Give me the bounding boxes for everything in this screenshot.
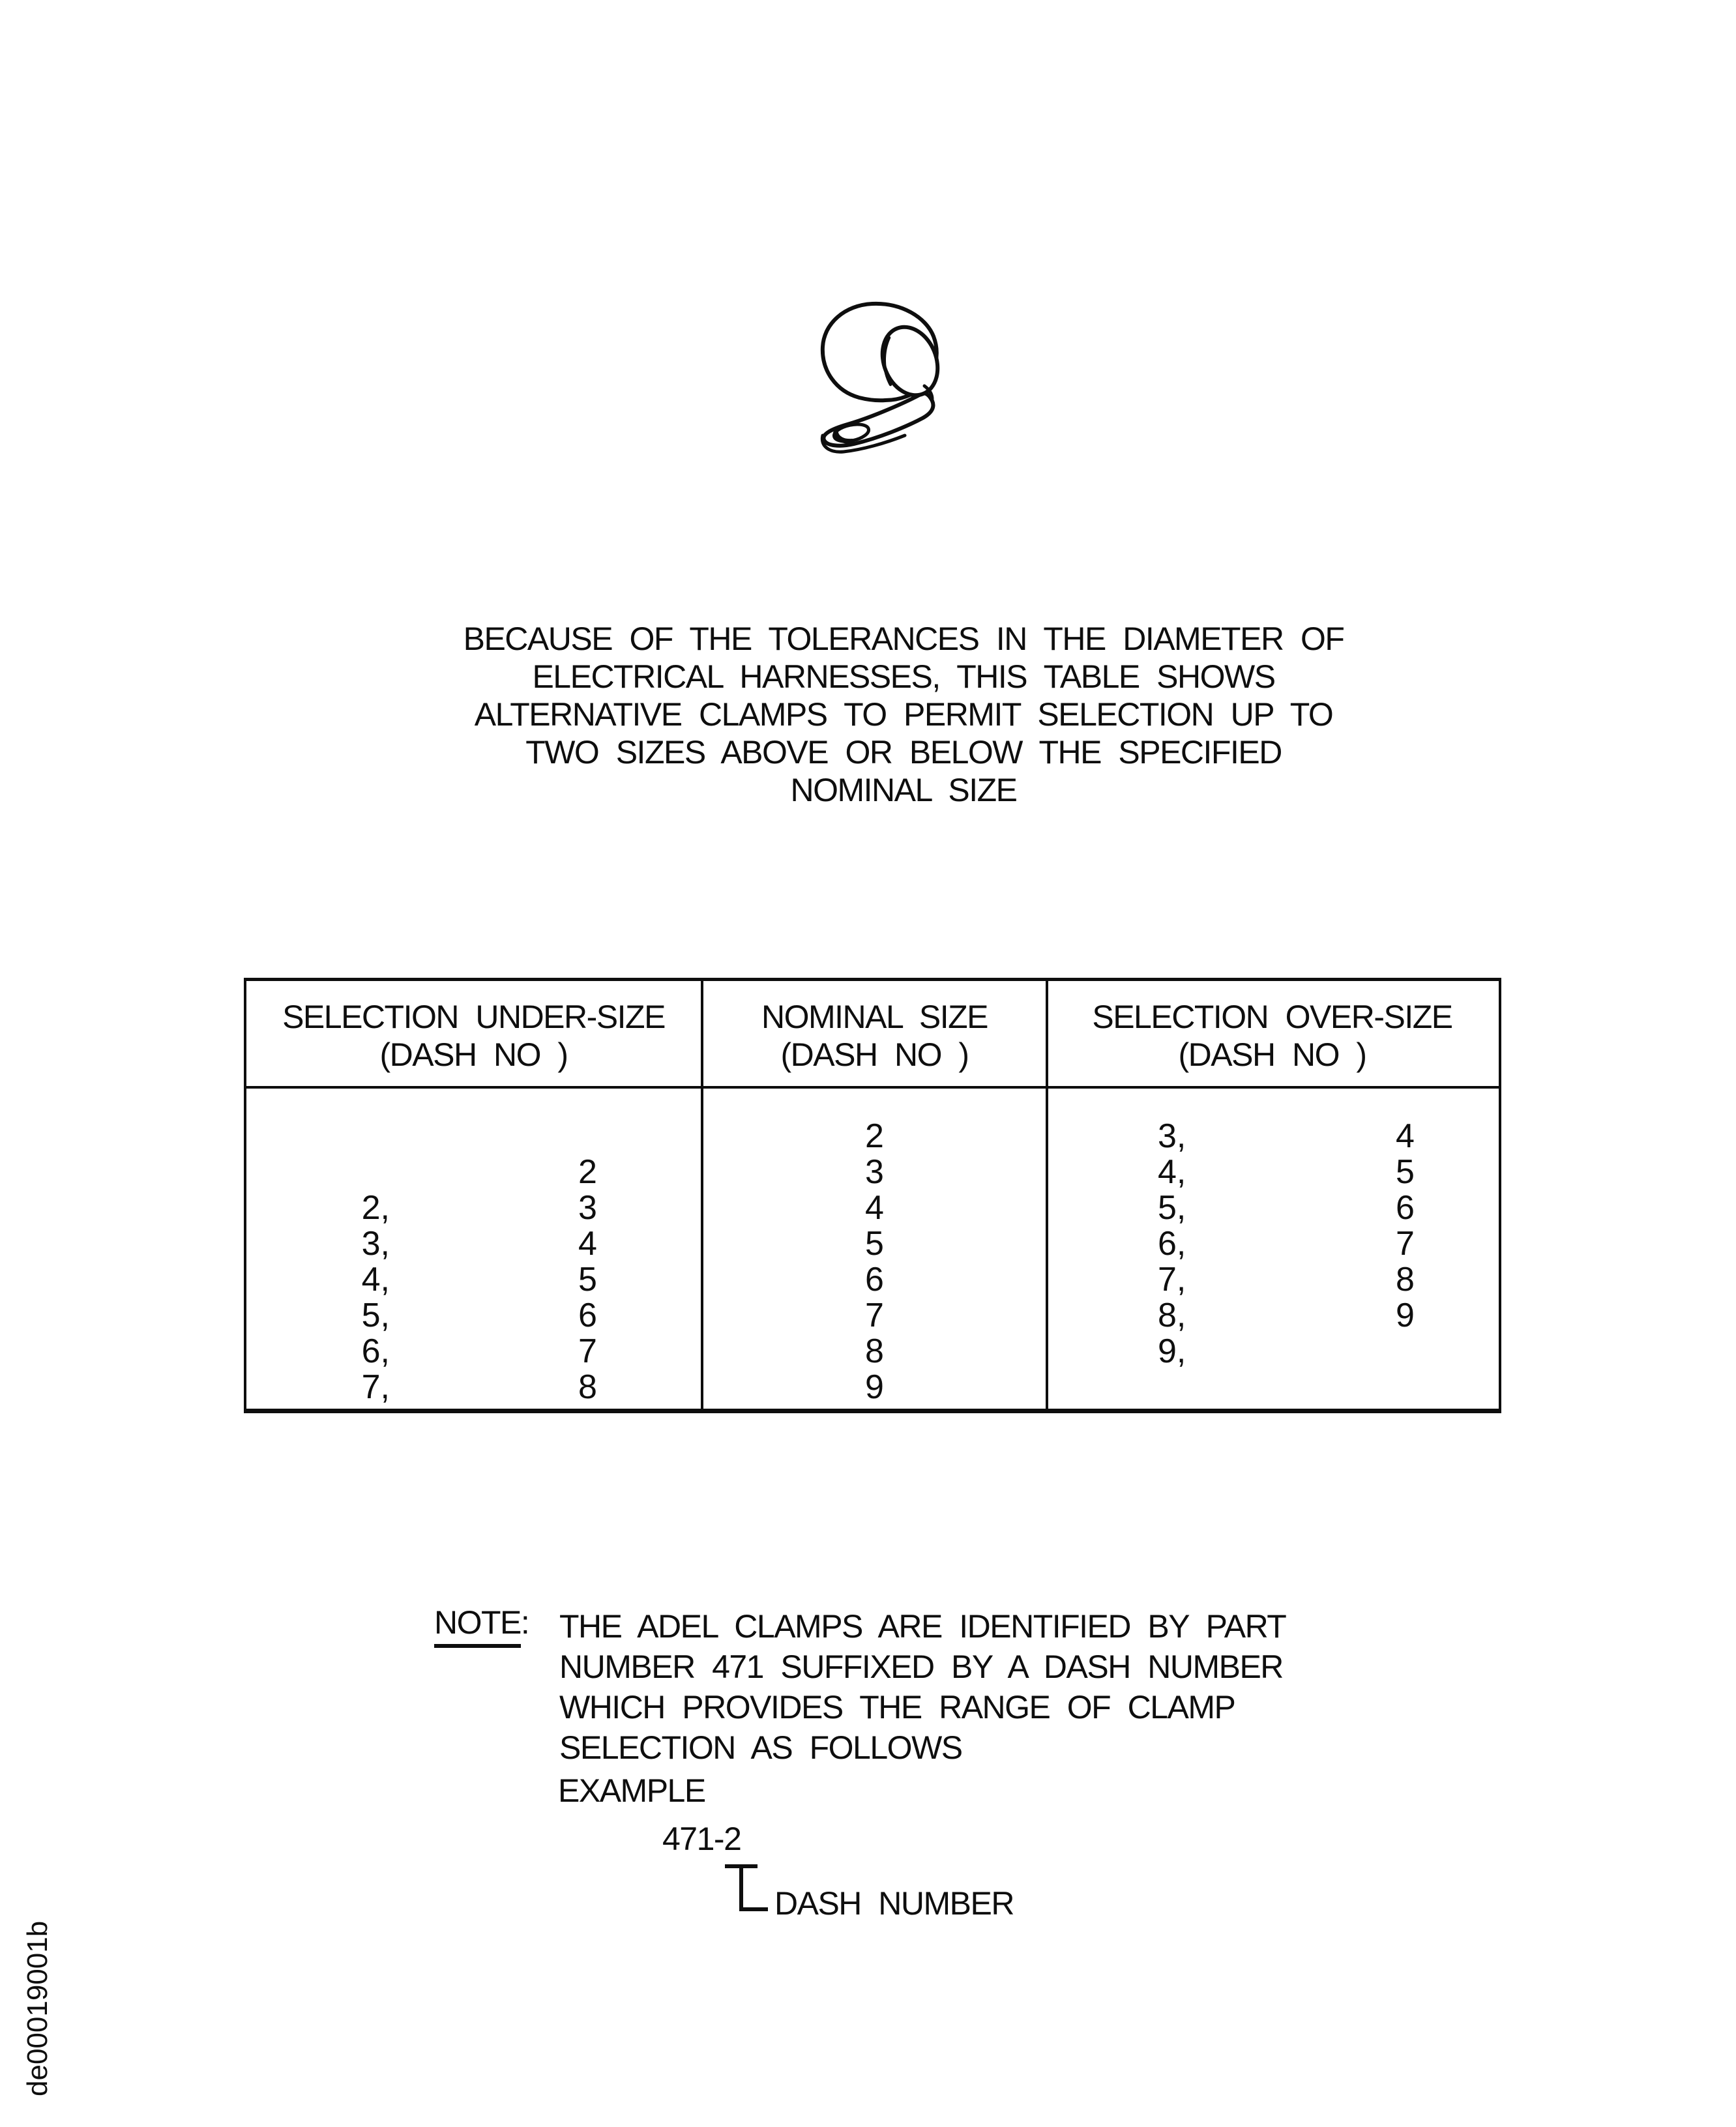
nominal-size: 4	[865, 1189, 884, 1227]
clamp-selection-table	[244, 978, 1501, 1413]
table-row	[246, 1226, 1499, 1262]
header-title: NOMINAL SIZE	[761, 999, 988, 1035]
intro-line: BECAUSE OF THE TOLERANCES IN THE DIAMETER OF	[463, 621, 1344, 657]
header-sub: (DASH NO )	[780, 1036, 969, 1073]
over-size-alt: 5,	[1158, 1189, 1186, 1227]
under-size-alt: 6	[578, 1297, 597, 1334]
over-size-alt: 6	[1396, 1189, 1415, 1227]
nominal-size: 5	[865, 1225, 884, 1263]
under-size-alt: 3,	[361, 1225, 390, 1263]
under-size-alt: 6,	[361, 1332, 390, 1370]
note-text	[559, 1606, 1407, 1768]
over-size-alt: 9	[1396, 1297, 1415, 1334]
under-size-alt: 7	[578, 1332, 597, 1370]
note-colon: :	[520, 1604, 529, 1641]
under-size-alt: 3	[578, 1189, 597, 1227]
header-sub: (DASH NO )	[1178, 1036, 1366, 1073]
table-row	[246, 1262, 1499, 1298]
under-size-alt: 7,	[361, 1368, 390, 1406]
intro-line: TWO SIZES ABOVE OR BELOW THE SPECIFIED	[525, 734, 1282, 770]
over-size-alt: 4,	[1158, 1153, 1186, 1191]
under-size-alt: 2	[578, 1153, 597, 1191]
header-title: SELECTION UNDER-SIZE	[282, 999, 665, 1035]
under-size-alt: 4,	[361, 1261, 390, 1298]
note-line: THE ADEL CLAMPS ARE IDENTIFIED BY PART	[559, 1608, 1286, 1645]
table-header-row	[246, 981, 1499, 1089]
dash-number-label: DASH NUMBER	[774, 1885, 1014, 1922]
note-label	[434, 1606, 529, 1639]
nominal-size: 2	[865, 1117, 884, 1155]
example-part-number: 471-2	[662, 1821, 741, 1857]
over-size-alt: 4	[1396, 1117, 1415, 1155]
note-line: NUMBER 471 SUFFIXED BY A DASH NUMBER	[559, 1649, 1283, 1685]
over-size-alt: 5	[1396, 1153, 1415, 1191]
over-size-alt: 7	[1396, 1225, 1415, 1263]
callout-connector-line	[739, 1868, 768, 1911]
nominal-size: 6	[865, 1261, 884, 1298]
table-body	[246, 1089, 1499, 1405]
table-row	[246, 1298, 1499, 1334]
table-row	[246, 1190, 1499, 1226]
nominal-size: 7	[865, 1297, 884, 1334]
under-size-alt: 2,	[361, 1189, 390, 1227]
table-row	[246, 1334, 1499, 1370]
intro-line: ELECTRICAL HARNESSES, THIS TABLE SHOWS	[532, 658, 1275, 695]
nominal-size: 3	[865, 1153, 884, 1191]
table-row	[246, 1370, 1499, 1405]
intro-line: ALTERNATIVE CLAMPS TO PERMIT SELECTION UP TO	[474, 696, 1333, 733]
under-size-alt: 5	[578, 1261, 597, 1298]
nominal-size: 9	[865, 1368, 884, 1406]
under-size-alt: 8	[578, 1368, 597, 1406]
header-under-size	[246, 998, 701, 1074]
adel-clamp-illustration	[794, 295, 970, 458]
over-size-alt: 8,	[1158, 1297, 1186, 1334]
document-code: de00019001b	[22, 1920, 53, 2096]
intro-line: NOMINAL SIZE	[790, 772, 1017, 808]
header-nominal-size	[703, 998, 1046, 1074]
over-size-alt: 8	[1396, 1261, 1415, 1298]
nominal-size: 8	[865, 1332, 884, 1370]
note-line: SELECTION AS FOLLOWS	[559, 1729, 962, 1766]
over-size-alt: 9,	[1158, 1332, 1186, 1370]
example-label: EXAMPLE	[558, 1772, 705, 1809]
table-row	[246, 1154, 1499, 1190]
table-row	[246, 1119, 1499, 1154]
header-sub: (DASH NO )	[379, 1036, 568, 1073]
over-size-alt: 3,	[1158, 1117, 1186, 1155]
header-title: SELECTION OVER-SIZE	[1092, 999, 1452, 1035]
over-size-alt: 7,	[1158, 1261, 1186, 1298]
note-line: WHICH PROVIDES THE RANGE OF CLAMP	[559, 1689, 1235, 1725]
under-size-alt: 5,	[361, 1297, 390, 1334]
header-over-size	[1048, 998, 1496, 1074]
note-word: NOTE	[434, 1604, 521, 1648]
intro-paragraph	[252, 620, 1555, 809]
under-size-alt: 4	[578, 1225, 597, 1263]
over-size-alt: 6,	[1158, 1225, 1186, 1263]
